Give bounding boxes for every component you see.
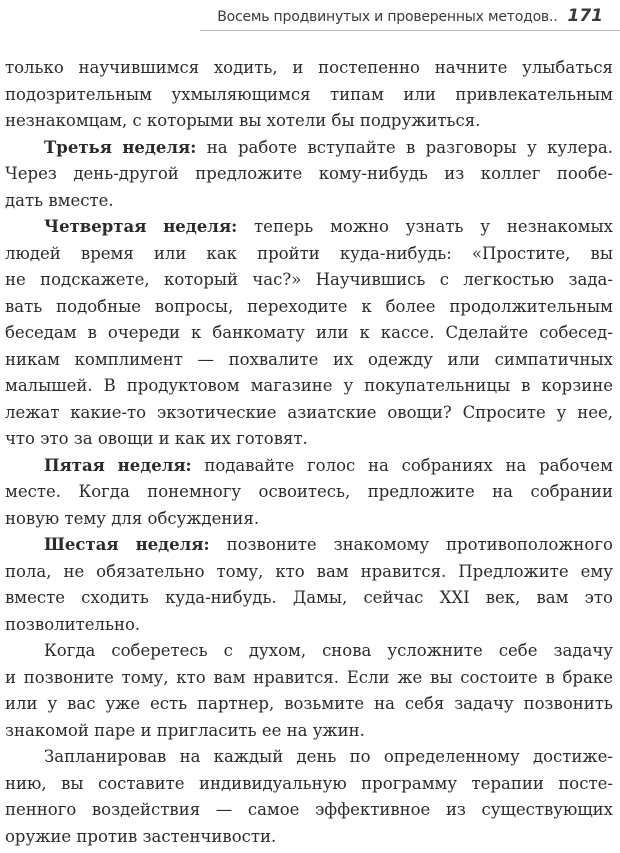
paragraph-lead-in-word: Четвертая: [44, 217, 147, 236]
word: на: [179, 747, 201, 766]
word: рабочем: [539, 455, 613, 475]
page-number: 171: [567, 6, 603, 26]
word: комплимент: [74, 349, 183, 369]
word: себе: [498, 641, 538, 660]
word: похвалите: [228, 349, 319, 369]
word: на: [374, 694, 395, 713]
text-line: [5, 347, 613, 374]
word: узнать: [405, 217, 464, 236]
word: пола,: [5, 561, 52, 581]
word: беседам: [5, 323, 77, 342]
word: или: [315, 323, 349, 342]
word: в: [405, 137, 416, 157]
word: Если: [346, 667, 390, 687]
word: пообе-: [556, 164, 613, 183]
word: терапии: [471, 773, 544, 793]
word: в: [521, 376, 531, 395]
word: задачу: [454, 694, 514, 713]
word: вместе: [5, 588, 66, 607]
word: самое: [247, 800, 300, 819]
text-line: [5, 135, 613, 162]
text-line: [5, 214, 613, 241]
word: как: [206, 243, 237, 263]
text-line: [5, 559, 613, 586]
word: магазине: [250, 376, 333, 395]
word: противоположного: [446, 535, 613, 554]
word: браке: [562, 667, 613, 687]
word: симпатичных: [494, 349, 613, 369]
word: ему: [580, 561, 613, 581]
word: одежду: [367, 349, 433, 369]
word: из: [445, 800, 466, 819]
word: вы: [61, 773, 84, 793]
word: голос: [307, 455, 356, 475]
body-text: [5, 55, 613, 850]
word: время: [80, 243, 134, 263]
word: или: [5, 694, 38, 713]
word: легкостью: [463, 270, 555, 289]
running-header: [0, 6, 603, 28]
line-text: оружие против застенчивости.: [5, 826, 277, 846]
paragraph-lead-in-word: неделя:: [135, 535, 210, 554]
word: на: [492, 482, 513, 501]
word: людей: [5, 243, 61, 263]
text-line: [5, 82, 613, 109]
word: вступайте: [307, 137, 396, 157]
word: экзотические: [156, 402, 277, 422]
word: Через: [5, 164, 57, 183]
word: к: [361, 296, 372, 316]
text-line: [5, 241, 613, 268]
text-line: [5, 453, 613, 480]
word: Когда: [44, 641, 96, 660]
word: постепенно: [318, 58, 420, 77]
word: куда-нибудь:: [339, 243, 452, 263]
word: у: [480, 217, 490, 236]
running-header-title: Восемь продвинутых и проверенных методов..: [217, 9, 558, 25]
word: посте-: [558, 773, 613, 793]
word: каждый: [213, 747, 284, 766]
word: это: [584, 588, 613, 607]
word: позвоните: [23, 667, 114, 687]
word: или: [153, 243, 187, 263]
word: у: [47, 694, 58, 713]
word: день-другой: [73, 164, 179, 183]
word: снова: [322, 641, 372, 660]
word: час?»: [252, 270, 302, 289]
word: кому-нибудь: [318, 164, 428, 183]
text-line: [5, 188, 613, 215]
text-line: [5, 612, 613, 639]
word: незнакомых: [506, 217, 613, 236]
word: нравится.: [360, 561, 447, 581]
word: более: [385, 296, 436, 316]
word: существующих: [481, 800, 613, 819]
word: ухмыляющимся: [171, 84, 311, 104]
word: вам: [316, 561, 349, 581]
word: или: [403, 84, 436, 104]
word: же: [397, 667, 423, 687]
header-rule: [200, 30, 620, 31]
word: себя: [404, 694, 445, 713]
word: —: [197, 349, 215, 369]
word: никам: [5, 349, 60, 369]
word: улыбаться: [522, 58, 613, 77]
word: разговоры: [425, 137, 517, 157]
word: у: [526, 137, 537, 157]
word: типам: [330, 84, 384, 104]
paragraph-lead-in-word: Третья: [44, 137, 112, 157]
text-line: [5, 638, 613, 665]
word: XXI: [439, 588, 470, 607]
paragraph-lead-in-word: неделя:: [117, 455, 192, 475]
word: к: [359, 323, 370, 342]
text-line: [5, 797, 613, 824]
word: возьмите: [284, 694, 365, 713]
word: достиже-: [532, 747, 613, 766]
text-line: [5, 718, 613, 745]
word: вам: [536, 588, 569, 607]
line-text: новую тему для обсуждения.: [5, 508, 260, 528]
word: предложите: [195, 164, 303, 183]
word: В: [103, 376, 116, 395]
word: духом,: [248, 641, 307, 660]
word: пенного: [5, 800, 77, 819]
word: вать: [5, 296, 43, 316]
word: нию,: [5, 773, 47, 793]
word: банкомату: [212, 323, 305, 342]
word: только: [5, 58, 64, 77]
word: позвонить: [523, 694, 613, 713]
word: эффективное: [315, 800, 431, 819]
word: у: [343, 376, 354, 395]
word: продолжительным: [449, 296, 613, 316]
text-line: [5, 665, 613, 692]
text-line: [5, 400, 613, 427]
word: тому,: [121, 667, 169, 687]
word: вы: [590, 243, 613, 263]
word: подавайте: [204, 455, 295, 475]
word: индивидуальную: [199, 773, 347, 793]
word: сейчас: [363, 588, 424, 607]
word: работе: [237, 137, 298, 157]
word: лежат: [5, 402, 60, 422]
paragraph-lead-in-word: Пятая: [44, 455, 105, 475]
line-text: позволительно.: [5, 614, 141, 634]
word: к: [191, 323, 202, 342]
word: покупательницы: [364, 376, 511, 395]
text-line: [5, 771, 613, 798]
word: Предложите: [458, 561, 569, 581]
word: собрании: [530, 482, 613, 501]
word: с: [439, 270, 449, 289]
text-line: [5, 479, 613, 506]
word: знакомому: [333, 535, 430, 554]
text-line: [5, 320, 613, 347]
word: очереди: [107, 323, 180, 342]
word: Дамы,: [292, 588, 348, 607]
word: век,: [485, 588, 521, 607]
word: предложите: [367, 482, 475, 501]
word: подозрительным: [5, 84, 152, 104]
word: кто: [176, 667, 206, 687]
word: Сделайте: [445, 323, 529, 342]
word: привлекательным: [455, 84, 613, 104]
text-line: [5, 691, 613, 718]
word: день: [296, 747, 337, 766]
line-text: незнакомцам, с которыми вы хотели бы подружиться.: [5, 111, 481, 130]
word: ходить,: [213, 58, 278, 77]
word: на: [368, 455, 389, 475]
word: и: [292, 58, 304, 77]
word: кассе.: [380, 323, 435, 342]
word: нравится.: [253, 667, 339, 687]
text-line: [5, 744, 613, 771]
word: задачу: [553, 641, 613, 660]
word: с: [223, 641, 233, 660]
text-line: [5, 161, 613, 188]
word: партнер,: [197, 694, 275, 713]
word: их: [333, 349, 354, 369]
word: азиатские: [287, 402, 377, 422]
word: Спросите: [462, 402, 546, 422]
line-text: что это за овощи и как их готовят.: [5, 429, 308, 448]
word: тому,: [216, 561, 264, 581]
word: кто: [275, 561, 305, 581]
text-line: [5, 585, 613, 612]
word: собраниях: [401, 455, 493, 475]
word: вы: [430, 667, 453, 687]
word: или: [447, 349, 480, 369]
paragraph-lead-in-word: неделя:: [163, 217, 238, 236]
word: Запланировав: [44, 747, 167, 766]
word: зада-: [568, 270, 613, 289]
text-line: [5, 55, 613, 82]
word: программу: [361, 773, 458, 793]
word: у: [556, 402, 567, 422]
word: в: [545, 667, 555, 687]
word: есть: [150, 694, 188, 713]
word: подскажете,: [40, 270, 150, 289]
text-line: [5, 294, 613, 321]
word: научившимся: [78, 58, 200, 77]
word: вам: [213, 667, 246, 687]
word: понемногу: [147, 482, 242, 501]
word: подобные: [56, 296, 141, 316]
word: не: [5, 270, 26, 289]
word: —: [215, 800, 233, 819]
word: нее,: [577, 402, 613, 422]
word: «Простите,: [471, 243, 571, 263]
word: вас: [67, 694, 96, 713]
word: малышей.: [5, 376, 93, 395]
paragraph-lead-in-word: Шестая: [44, 535, 119, 554]
word: определенному: [383, 747, 520, 766]
text-line: [5, 373, 613, 400]
word: куда-нибудь.: [165, 588, 277, 607]
word: освоитесь,: [258, 482, 351, 501]
word: пройти: [257, 243, 320, 263]
word: начните: [434, 58, 508, 77]
text-line: [5, 108, 613, 135]
word: составите: [97, 773, 185, 793]
word: воздействия: [91, 800, 201, 819]
word: состоите: [460, 667, 538, 687]
word: сходить: [81, 588, 149, 607]
word: на: [505, 455, 527, 475]
word: Научившись: [315, 270, 426, 289]
text-line: [5, 824, 613, 851]
word: месте.: [5, 482, 61, 501]
word: теперь: [254, 217, 314, 236]
word: овощи?: [387, 402, 452, 422]
word: можно: [330, 217, 389, 236]
word: кулера.: [547, 137, 613, 157]
text-line: [5, 267, 613, 294]
word: из: [444, 164, 465, 183]
word: по: [349, 747, 371, 766]
word: и: [5, 667, 16, 687]
word: Когда: [78, 482, 130, 501]
word: усложните: [387, 641, 483, 660]
word: корзине: [541, 376, 613, 395]
line-text: знакомой паре и пригласить ее на ужин.: [5, 720, 365, 740]
text-line: [5, 506, 613, 533]
word: на: [206, 137, 228, 157]
word: уже: [105, 694, 141, 713]
word: в: [87, 323, 97, 342]
word: который: [164, 270, 239, 289]
word: вопросы,: [154, 296, 234, 316]
word: не: [63, 561, 85, 581]
word: соберетесь: [111, 641, 208, 660]
word: собесед-: [539, 323, 613, 342]
word: продуктовом: [126, 376, 240, 395]
paragraph-lead-in-word: неделя:: [122, 137, 197, 157]
word: какие-то: [70, 402, 147, 422]
text-line: [5, 532, 613, 559]
word: коллег: [480, 164, 541, 183]
line-text: дать вместе.: [5, 190, 114, 210]
word: обязательно: [96, 561, 205, 581]
word: позвоните: [226, 535, 317, 554]
word: переходите: [247, 296, 348, 316]
text-line: [5, 426, 613, 453]
